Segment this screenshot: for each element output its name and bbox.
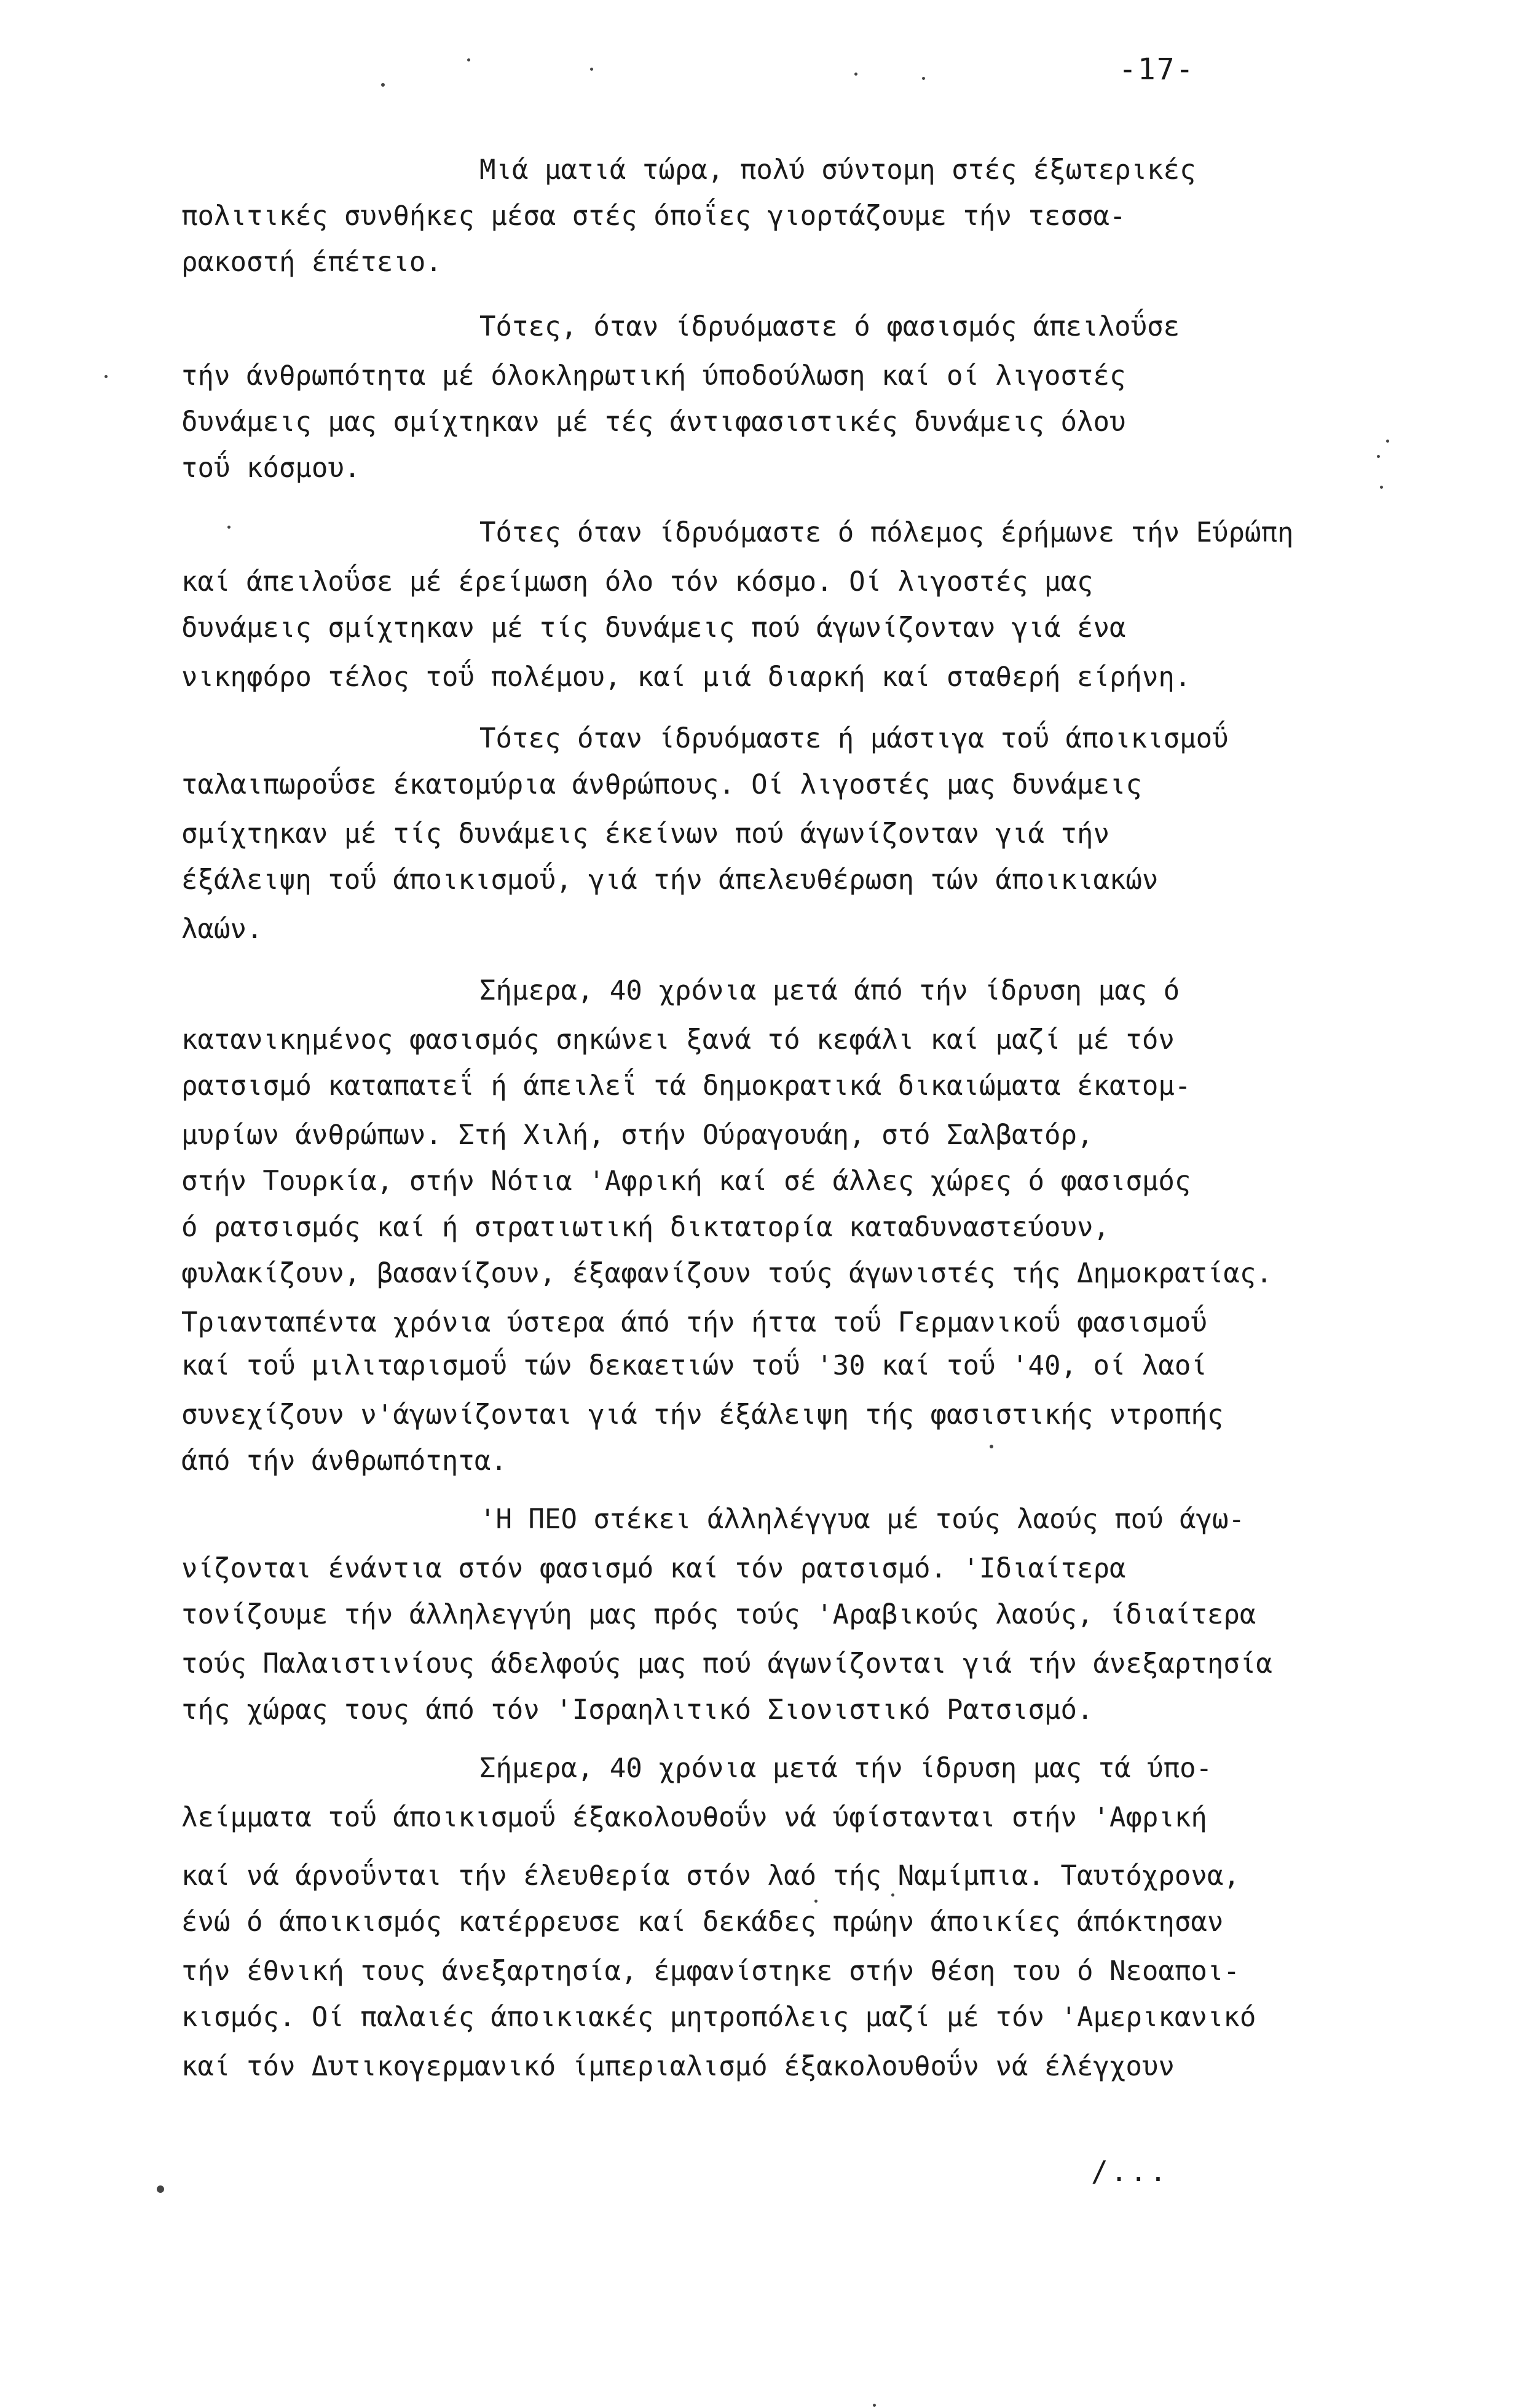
text-line: καί νά άρνοΰνται τήν έλευθερία στόν λαό τής Ναμίμπια. Ταυτόχρονα,: [181, 1860, 1240, 1892]
text-line: νίζονται ένάντια στόν φασισμό καί τόν ρατσισμό. 'Ιδιαίτερα: [181, 1553, 1126, 1584]
text-line: κατανικημένος φασισμός σηκώνει ξανά τό κεφάλι καί μαζί μέ τόν: [181, 1024, 1175, 1056]
text-line: φυλακίζουν, βασανίζουν, έξαφανίζουν τούς άγωνιστές τής Δημοκρατίας.: [181, 1258, 1272, 1289]
text-line: τούς Παλαιστινίους άδελφούς μας πού άγωνίζονται γιά τήν άνεξαρτησία: [181, 1648, 1272, 1680]
scan-speck: [854, 73, 857, 76]
text-line: Σήμερα, 40 χρόνια μετά άπό τήν ίδρυση μας ό: [479, 975, 1180, 1006]
text-line: ένώ ό άποικισμός κατέρρευσε καί δεκάδες πρώην άποικίες άπόκτησαν: [181, 1906, 1224, 1938]
text-line: τοΰ κόσμου.: [181, 452, 361, 484]
text-line: νικηφόρο τέλος τοΰ πολέμου, καί μιά διαρκή καί σταθερή είρήνη.: [181, 661, 1191, 693]
scan-speck: [104, 375, 108, 378]
text-line: ρατσισμό καταπατεΐ ή άπειλεΐ τά δημοκρατικά δικαιώματα έκατομ-: [181, 1070, 1191, 1102]
scan-speck: [1380, 486, 1383, 489]
text-line: ό ρατσισμός καί ή στρατιωτική δικτατορία καταδυναστεύουν,: [181, 1212, 1109, 1243]
text-line: καί άπειλοΰσε μέ έρείμωση όλο τόν κόσμο. Οί λιγοστές μας: [181, 566, 1094, 598]
text-line: Μιά ματιά τώρα, πολύ σύντομη στές έξωτερικές: [479, 154, 1196, 186]
scan-speck: [467, 58, 470, 61]
text-line: ταλαιπωροΰσε έκατομύρια άνθρώπους. Οί λιγοστές μας δυνάμεις: [181, 769, 1142, 800]
text-line: δυνάμεις σμίχτηκαν μέ τίς δυνάμεις πού άγωνίζονταν γιά ένα: [181, 612, 1126, 644]
scan-speck: [990, 1445, 993, 1448]
text-line: Τότες όταν ίδρυόμαστε ή μάστιγα τοΰ άποικισμοΰ: [479, 723, 1229, 754]
text-line: στήν Τουρκία, στήν Νότια 'Αφρική καί σέ άλλες χώρες ό φασισμός: [181, 1166, 1191, 1197]
text-line: τήν έθνική τους άνεξαρτησία, έμφανίστηκε στήν θέση του ό Νεοαποι-: [181, 1956, 1240, 1987]
text-line: καί τοΰ μιλιταρισμοΰ τών δεκαετιών τοΰ '30 καί τοΰ '40, οί λαοί: [181, 1350, 1207, 1381]
scan-speck: [1386, 440, 1389, 443]
text-line: άπό τήν άνθρωπότητα.: [181, 1445, 507, 1477]
scan-speck: [227, 526, 231, 529]
text-line: καί τόν Δυτικογερμανικό ίμπεριαλισμό έξακολουθοΰν νά έλέγχουν: [181, 2051, 1175, 2082]
text-line: τήν άνθρωπότητα μέ όλοκληρωτική ύποδούλωση καί οί λιγοστές: [181, 360, 1126, 392]
text-line: τής χώρας τους άπό τόν 'Ισραηλιτικό Σιονιστικό Ρατσισμό.: [181, 1694, 1094, 1726]
page-number: -17-: [1119, 52, 1195, 87]
scan-speck: [1377, 455, 1380, 458]
text-line: λείμματα τοΰ άποικισμοΰ έξακολουθοΰν νά ύφίστανται στήν 'Αφρική: [181, 1802, 1207, 1833]
text-line: συνεχίζουν ν'άγωνίζονται γιά τήν έξάλειψη τής φασιστικής ντροπής: [181, 1399, 1224, 1431]
text-line: Τριανταπέντα χρόνια ύστερα άπό τήν ήττα τοΰ Γερμανικοΰ φασισμοΰ: [181, 1307, 1207, 1338]
text-line: πολιτικές συνθήκες μέσα στές όποΐες γιορτάζουμε τήν τεσσα-: [181, 200, 1126, 232]
scan-speck: [590, 68, 593, 71]
text-line: σμίχτηκαν μέ τίς δυνάμεις έκείνων πού άγωνίζονταν γιά τήν: [181, 818, 1109, 850]
scan-speck: [873, 2404, 876, 2407]
text-line: Τότες όταν ίδρυόμαστε ό πόλεμος έρήμωνε τήν Εύρώπη: [479, 517, 1294, 548]
text-line: τονίζουμε τήν άλληλεγγύη μας πρός τούς 'Αραβικούς λαούς, ίδιαίτερα: [181, 1599, 1256, 1630]
text-line: δυνάμεις μας σμίχτηκαν μέ τές άντιφασιστικές δυνάμεις όλου: [181, 406, 1126, 438]
text-line: μυρίων άνθρώπων. Στή Χιλή, στήν Ούραγουάη, στό Σαλβατόρ,: [181, 1119, 1094, 1151]
text-line: κισμός. Οί παλαιές άποικιακές μητροπόλεις μαζί μέ τόν 'Αμερικανικό: [181, 2002, 1256, 2033]
text-line: λαών.: [181, 914, 263, 945]
scan-speck: [922, 77, 925, 80]
text-line: Σήμερα, 40 χρόνια μετά τήν ίδρυση μας τά ύπο-: [479, 1753, 1213, 1784]
scan-speck: [814, 1900, 818, 1903]
text-line: 'Η ΠΕΟ στέκει άλληλέγγυα μέ τούς λαούς πού άγω-: [479, 1504, 1245, 1535]
continuation-mark: /...: [1091, 2155, 1169, 2188]
text-line: Τότες, όταν ίδρυόμαστε ό φασισμός άπειλοΰσε: [479, 311, 1180, 342]
scan-speck: [891, 1893, 894, 1897]
text-line: έξάλειψη τοΰ άποικισμοΰ, γιά τήν άπελευθέρωση τών άποικιακών: [181, 864, 1159, 896]
scan-speck: [381, 83, 385, 87]
scan-speck: [157, 2185, 164, 2193]
text-line: ρακοστή έπέτειο.: [181, 247, 442, 278]
